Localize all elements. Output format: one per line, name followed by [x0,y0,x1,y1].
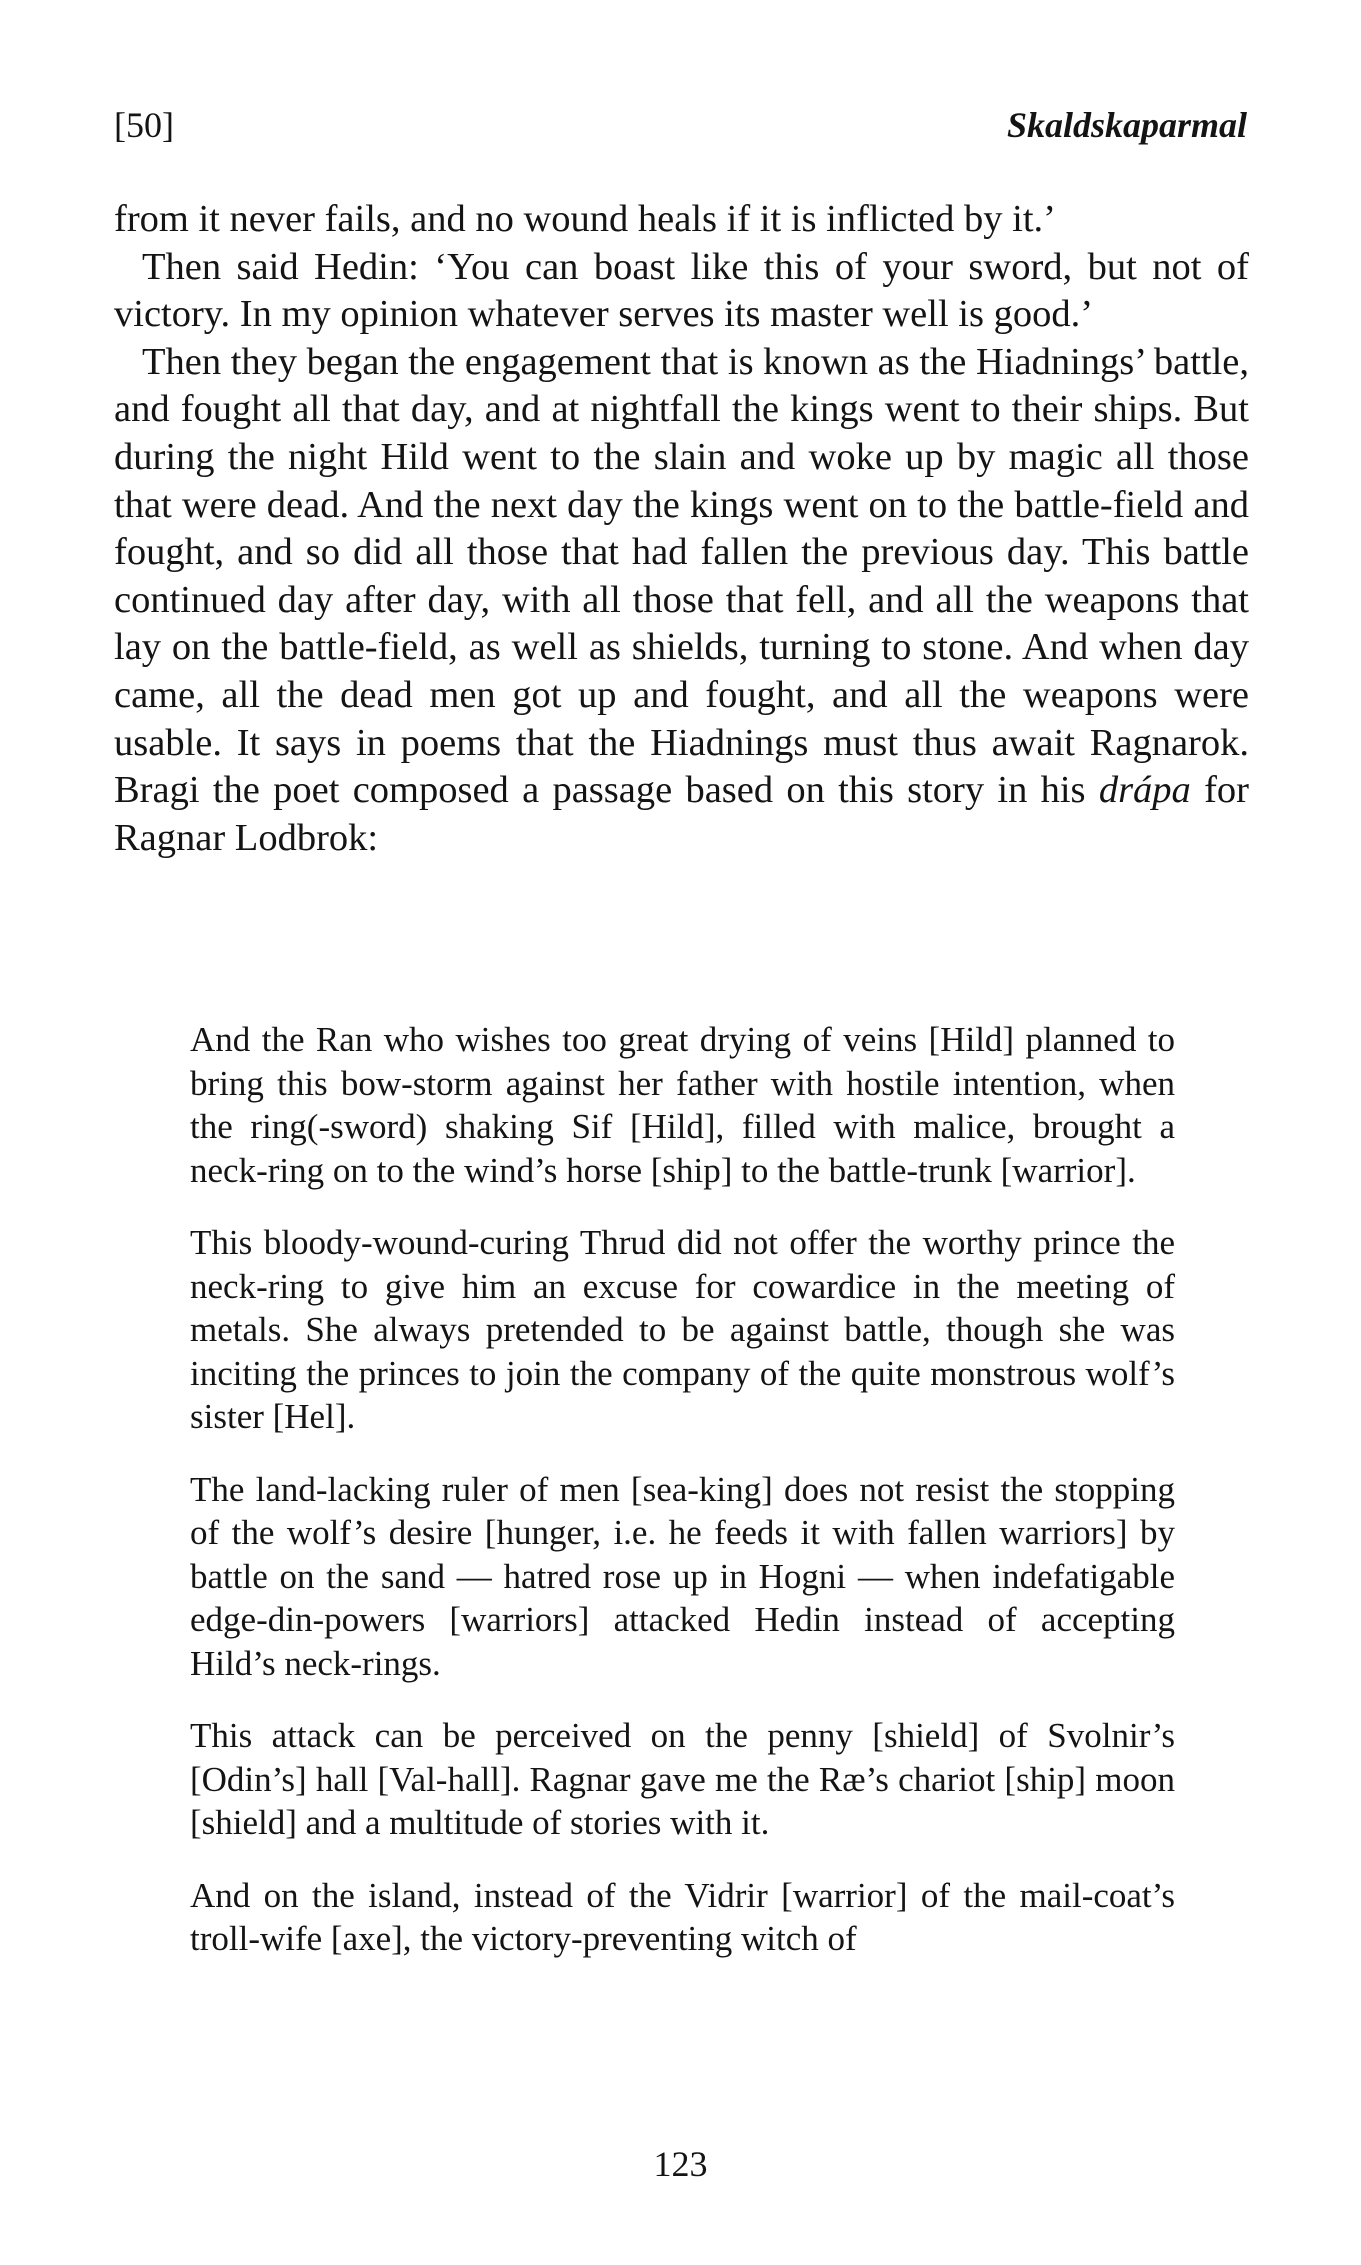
verse-stanza-4: This attack can be perceived on the penny [shield] of Svolnir’s [Odin’s] hall [Val-hall]. Ragnar gave me the Ræ’s chariot [ship] moon [shield] and a multitude of stories with it. [190,1716,1175,1842]
running-title: Skaldskaparmal [1006,105,1247,145]
prose-paragraph-1: from it never fails, and no wound heals if it is inflicted by it.’ [114,198,1056,240]
prose-body [114,196,1249,862]
verse-stanza-5: And on the island, instead of the Vidrir [warrior] of the mail-coat’s troll-wife [axe], the victory-preventing witch of [190,1875,1175,1958]
page-label: [50] [114,105,174,145]
page-number: 123 [653,2144,708,2184]
drapa-term: drápa [1098,769,1191,812]
verse-stanza-3: The land-lacking ruler of men [sea-king] does not resist the stopping of the wolf’s desire [hunger, i.e. he feeds it with fallen warriors] by battle on the sand — hatred rose up in Hogni — when indefatigable edge-din-powers [warriors] attacked Hedin instead of accepting Hild’s neck-rings. [190,1469,1175,1683]
prose-paragraph-3-main: Then they began the engagement that is known as the Hiadnings’ battle, and fought all that day, and at nightfall the kings went to their ships. But during the night Hild went to the slain and woke up by magic all those that were dead. And the next day the kings went on to the battle-field and fought, and so did all those that had fallen the previous day. This battle continued day after day, with all those that fell, and all the weapons that lay on the battle-field, as well as shields, turning to stone. And when day came, all the dead men got up and fought, and all the weapons were usable. It says in poems that the Hiadnings must thus await Ragnarok. Bragi the poet composed a passage based on this story in his [114,340,1249,812]
verse-stanza-2: This bloody-wound-curing Thrud did not offer the worthy prince the neck-ring to give him an excuse for cowardice in the meeting of metals. She always pretended to be against battle, though she was inciting the princes to join the company of the quite monstrous wolf’s sister [Hel]. [190,1223,1175,1436]
prose-paragraph-3-end: for Ragnar Lodbrok: [114,769,1249,859]
running-head [114,104,1247,164]
verse-block [190,1018,1175,1990]
prose-paragraph-3 [114,339,1249,863]
prose-paragraph-2: Then said Hedin: ‘You can boast like this of your sword, but not of victory. In my opinion whatever serves its master well is good.’ [114,245,1249,336]
verse-stanza-1: And the Ran who wishes too great drying of veins [Hild] planned to bring this bow-storm against her father with hostile intention, when the ring(-sword) shaking Sif [Hild], filled with malice, brought a neck-ring on to the wind’s horse [ship] to the battle-trunk [warrior]. [190,1020,1175,1190]
